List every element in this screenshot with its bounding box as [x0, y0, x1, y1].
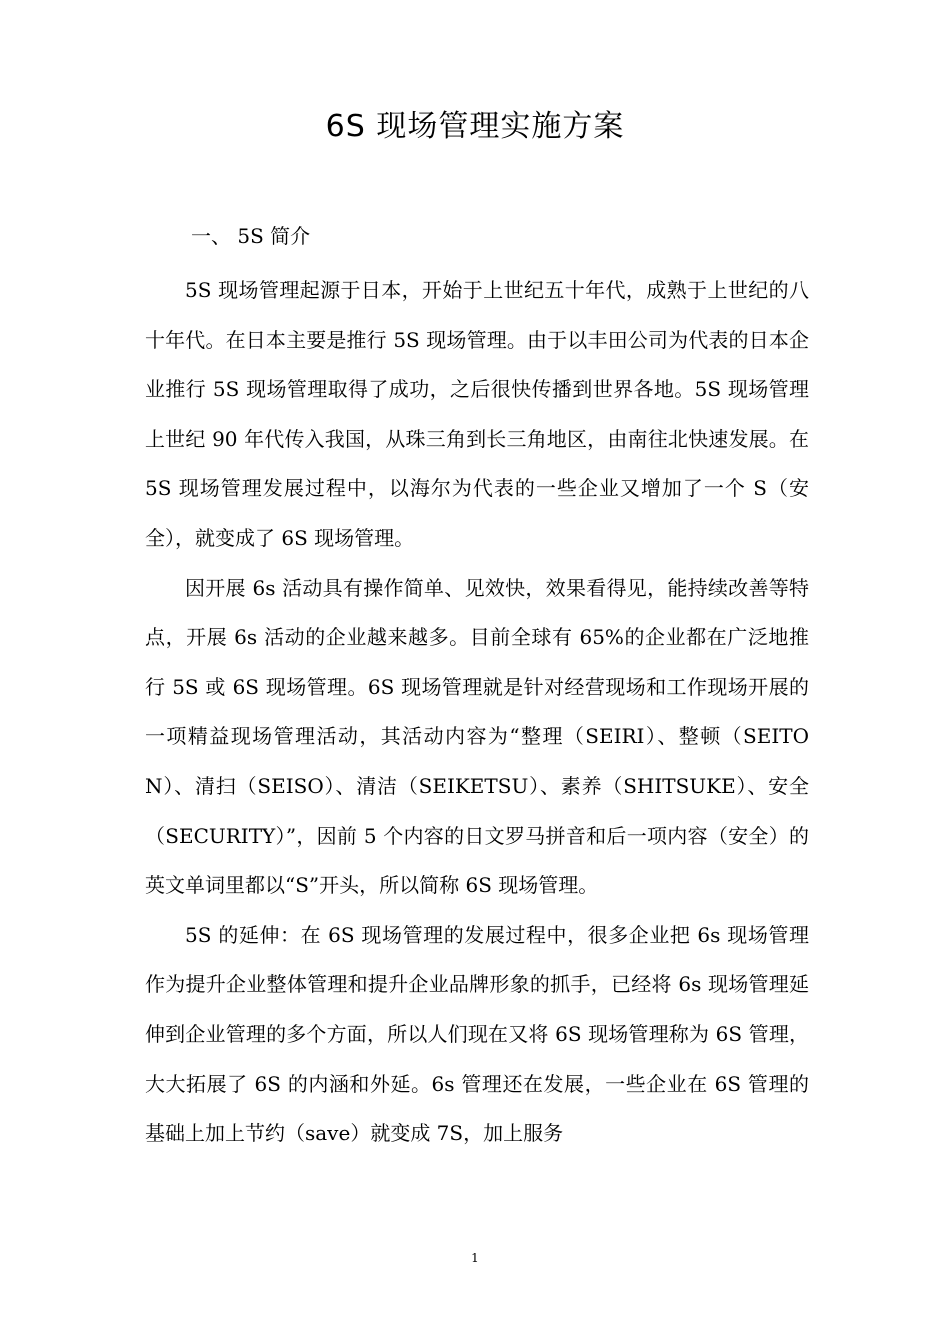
document-body	[145, 266, 809, 1159]
page-number: 1	[471, 1251, 479, 1265]
paragraph-intro-history: 5S 现场管理起源于日本，开始于上世纪五十年代，成熟于上世纪的八十年代。在日本主要是推行 5S 现场管理。由于以丰田公司为代表的日本企业推行 5S 现场管理取得了成功，之后很快传播到世界各地。5S 现场管理上世纪 90 年代传入我国，从珠三角到长三角地区，由南往北快速发展。在 5S 现场管理发展过程中，以海尔为代表的一些企业又增加了一个 S（安全），就变成了 6S 现场管理。	[145, 278, 809, 550]
document-title: 6S 现场管理实施方案	[325, 109, 625, 144]
section-heading: 一、 5S 简介	[191, 224, 311, 248]
paragraph-6s-definition: 因开展 6s 活动具有操作简单、见效快，效果看得见，能持续改善等特点，开展 6s 活动的企业越来越多。目前全球有 65%的企业都在广泛地推行 5S 或 6S 现场管理。6S 现场管理就是针对经营现场和工作现场开展的一项精益现场管理活动，其活动内容为“整理（SEIRI）、整顿（SEITON）、清扫（SEISO）、清洁（SEIKETSU）、素养（SHITSUKE）、安全（SECURITY）”，因前 5 个内容的日文罗马拼音和后一项内容（安全）的英文单词里都以“S”开头，所以简称 6S 现场管理。	[145, 575, 809, 898]
paragraph-5s-extension: 5S 的延伸：在 6S 现场管理的发展过程中，很多企业把 6s 现场管理作为提升企业整体管理和提升企业品牌形象的抓手，已经将 6s 现场管理延伸到企业管理的多个方面，所以人们现在又将 6S 现场管理称为 6S 管理，大大拓展了 6S 的内涵和外延。6s 管理还在发展，一些企业在 6S 管理的基础上加上节约（save）就变成 7S，加上服务	[145, 922, 809, 1146]
